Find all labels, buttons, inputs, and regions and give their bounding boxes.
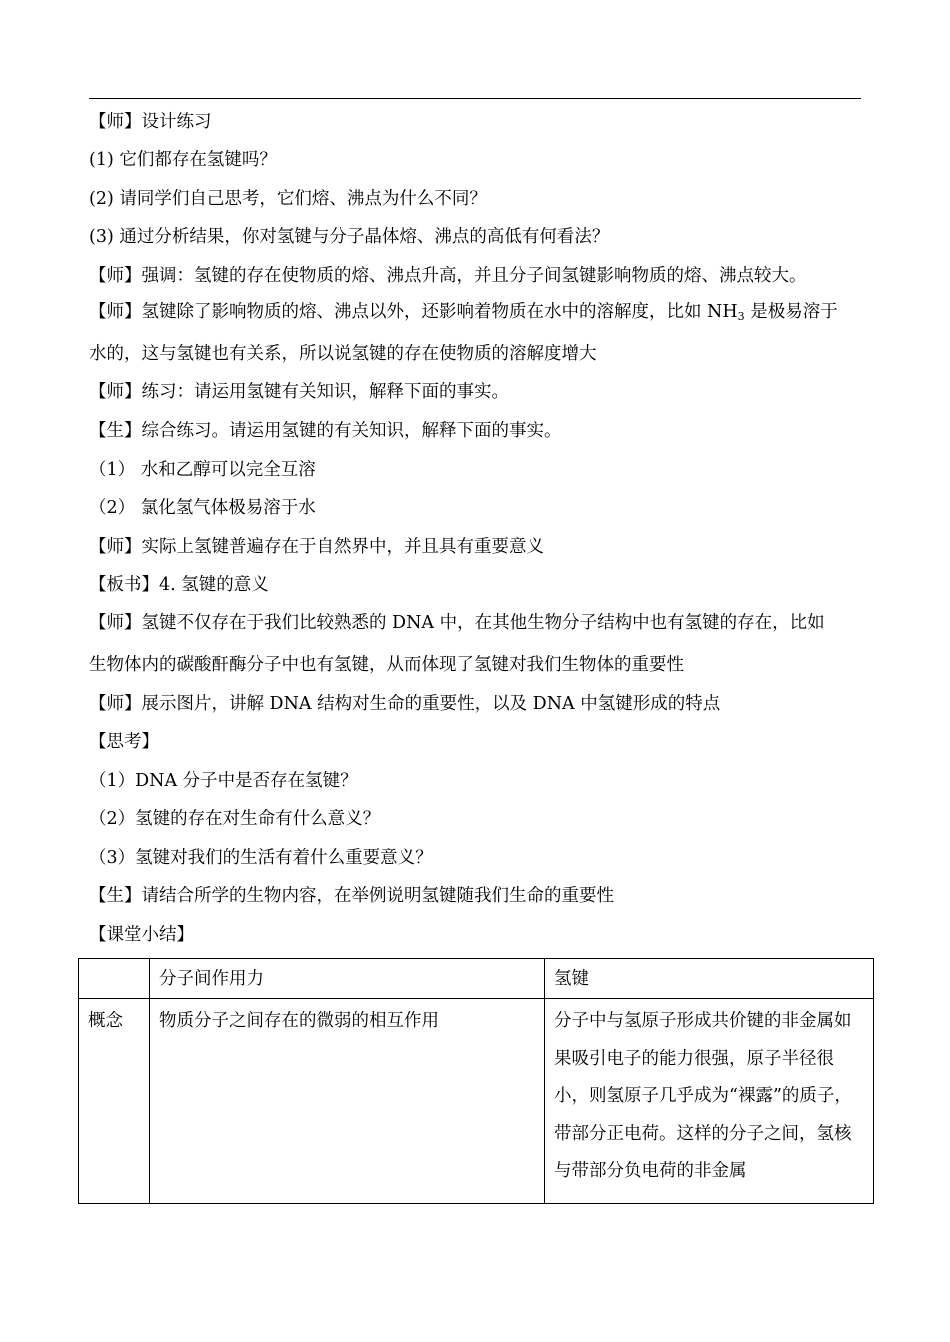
header-rule: [89, 98, 861, 99]
text-line-18: （1）DNA 分子中是否存在氢键？: [89, 771, 358, 791]
table-cell-intermolecular: 物质分子之间存在的微弱的相互作用: [150, 999, 545, 1204]
table-row-label: 概念: [79, 999, 150, 1204]
text-line-14: 【师】氢键不仅存在于我们比较熟悉的 DNA 中，在其他生物分子结构中也有氢键的存在，比如: [89, 613, 825, 633]
text-line-22: 【课堂小结】: [89, 925, 194, 945]
table-header-intermolecular: 分子间作用力: [150, 959, 545, 999]
text-line-7: 水的，这与氢键也有关系，所以说氢键的存在使物质的溶解度增大: [89, 344, 597, 364]
table-cell-hydrogen-bond: 分子中与氢原子形成共价键的非金属如果吸引电子的能力很强，原子半径很小，则氢原子几乎成为“裸露”的质子，带部分正电荷。这样的分子之间，氢核与带部分负电荷的非金属: [545, 999, 874, 1204]
text-line-9: 【生】综合练习。请运用氢键的有关知识，解释下面的事实。: [89, 421, 562, 441]
text-line-6-part-a: 【师】氢键除了影响物质的熔、沸点以外，还影响着物质在水中的溶解度，比如 NH: [89, 302, 738, 322]
text-line-15: 生物体内的碳酸酐酶分子中也有氢键，从而体现了氢键对我们生物体的重要性: [89, 655, 684, 675]
text-line-17: 【思考】: [89, 732, 159, 752]
text-line-19: （2）氢键的存在对生命有什么意义？: [89, 809, 381, 829]
table-header-row: [79, 959, 874, 999]
text-line-5: 【师】强调：氢键的存在使物质的熔、沸点升高，并且分子间氢键影响物质的熔、沸点较大。: [89, 266, 807, 286]
text-line-6-part-b: 是极易溶于: [744, 302, 838, 322]
summary-table: [78, 958, 874, 1204]
table-header-hydrogen-bond: 氢键: [545, 959, 874, 999]
text-line-2: (1) 它们都存在氢键吗？: [89, 150, 277, 170]
text-line-12: 【师】实际上氢键普遍存在于自然界中，并且具有重要意义: [89, 537, 544, 557]
text-line-13: 【板书】4. 氢键的意义: [89, 575, 269, 595]
text-line-16: 【师】展示图片，讲解 DNA 结构对生命的重要性，以及 DNA 中氢键形成的特点: [89, 694, 721, 714]
text-line-21: 【生】请结合所学的生物内容，在举例说明氢键随我们生命的重要性: [89, 886, 614, 906]
text-line-10: （1） 水和乙醇可以完全互溶: [89, 460, 316, 480]
subscript-3: 3: [737, 310, 745, 323]
text-line-6: [89, 301, 838, 328]
table-row: [79, 999, 874, 1204]
text-line-3: (2) 请同学们自己思考，它们熔、沸点为什么不同？: [89, 189, 487, 209]
text-line-20: （3）氢键对我们的生活有着什么重要意义？: [89, 848, 433, 868]
text-line-4: (3) 通过分析结果，你对氢键与分子晶体熔、沸点的高低有何看法？: [89, 227, 610, 247]
text-line-11: （2） 氯化氢气体极易溶于水: [89, 498, 316, 518]
text-line-8: 【师】练习：请运用氢键有关知识，解释下面的事实。: [89, 382, 509, 402]
text-line-1: 【师】设计练习: [89, 112, 212, 132]
table-header-empty: [79, 959, 150, 999]
